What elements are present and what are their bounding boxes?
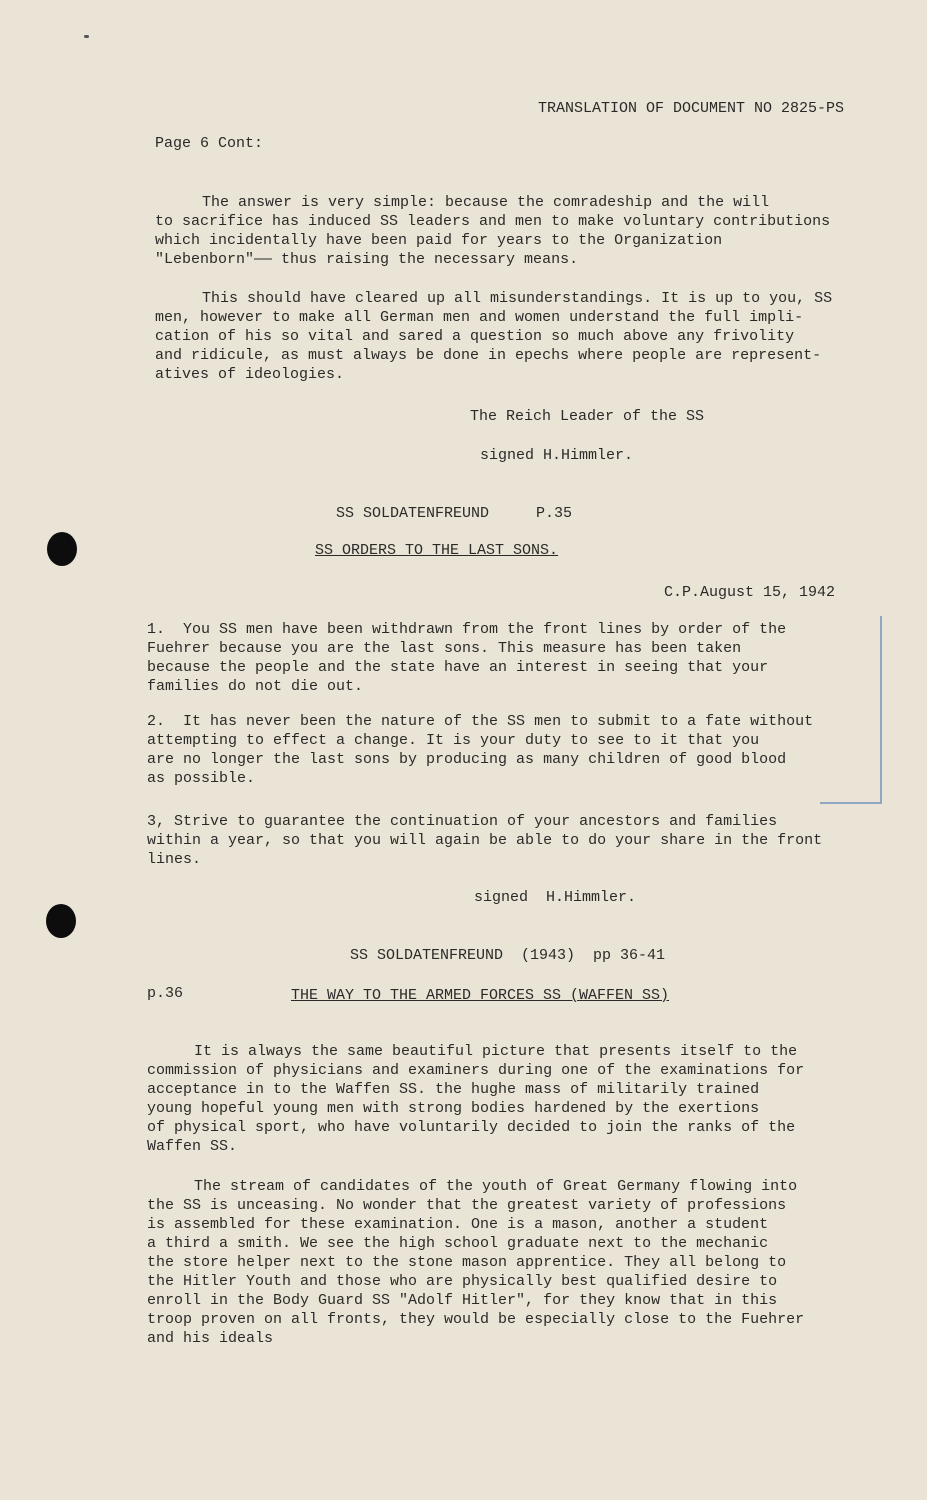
text-line: and ridicule, as must always be done in epechs where people are represent-: [155, 347, 822, 364]
section-date: C.P.August 15, 1942: [664, 584, 836, 601]
section-page: P.35: [536, 505, 573, 522]
text-line: the Hitler Youth and those who are physically best qualified desire to: [147, 1273, 778, 1290]
text-line: within a year, so that you will again be able to do your share in the front: [147, 832, 823, 849]
text-line: is assembled for these examination. One is a mason, another a student: [147, 1216, 769, 1233]
section2-source: SS SOLDATENFREUND (1943) pp 36-41: [350, 947, 666, 964]
text-line: young hopeful young men with strong bodies hardened by the exertions: [147, 1100, 760, 1117]
paragraph-candidates: [147, 1177, 804, 1348]
text-line: lines.: [147, 851, 202, 868]
punch-hole-bottom: [46, 904, 76, 938]
text-line: atives of ideologies.: [155, 366, 345, 383]
paragraph-answer: [155, 193, 830, 269]
order-item-1: [147, 620, 786, 696]
text-line: cation of his so vital and sared a question so much above any frivolity: [155, 328, 795, 345]
section-heading: SS ORDERS TO THE LAST SONS.: [315, 542, 559, 559]
document-title: TRANSLATION OF DOCUMENT NO 2825-PS: [538, 100, 845, 117]
text-line: Fuehrer because you are the last sons. This measure has been taken: [147, 640, 742, 657]
order-item-3: [147, 812, 822, 869]
text-line: troop proven on all fronts, they would be especially close to the Fuehrer: [147, 1311, 805, 1328]
order-item-2: [147, 712, 813, 788]
text-line: enroll in the Body Guard SS "Adolf Hitler", for they know that in this: [147, 1292, 778, 1309]
signature-line-2: signed H.Himmler.: [474, 889, 637, 906]
text-line: It is always the same beautiful picture that presents itself to the: [194, 1043, 798, 1060]
text-line: which incidentally have been paid for years to the Organization: [155, 232, 723, 249]
text-line: 2. It has never been the nature of the SS men to submit to a fate without: [147, 713, 814, 730]
text-line: acceptance in to the Waffen SS. the hughe mass of militarily trained: [147, 1081, 760, 1098]
text-line: and his ideals: [147, 1330, 274, 1347]
paragraph-misunderstandings: [155, 289, 832, 384]
page-continuation: Page 6 Cont:: [155, 135, 264, 152]
text-line: the store helper next to the stone mason apprentice. They all belong to: [147, 1254, 787, 1271]
text-line: commission of physicians and examiners during one of the examinations for: [147, 1062, 805, 1079]
text-line: families do not die out.: [147, 678, 364, 695]
text-line: a third a smith. We see the high school graduate next to the mechanic: [147, 1235, 769, 1252]
text-line: the SS is unceasing. No wonder that the greatest variety of professions: [147, 1197, 787, 1214]
section2-heading: THE WAY TO THE ARMED FORCES SS (WAFFEN SS): [291, 987, 670, 1004]
margin-mark: [820, 616, 882, 804]
text-line: 3, Strive to guarantee the continuation of your ancestors and families: [147, 813, 778, 830]
text-line: because the people and the state have an interest in seeing that your: [147, 659, 769, 676]
text-line: The answer is very simple: because the comradeship and the will: [202, 194, 770, 211]
text-line: of physical sport, who have voluntarily decided to join the ranks of the: [147, 1119, 796, 1136]
text-line: men, however to make all German men and women understand the full impli-: [155, 309, 804, 326]
paragraph-picture: [147, 1042, 804, 1156]
section-source: SS SOLDATENFREUND: [336, 505, 490, 522]
text-line: "Lebenborn"—— thus raising the necessary means.: [155, 251, 579, 268]
text-line: to sacrifice has induced SS leaders and men to make voluntary contributions: [155, 213, 831, 230]
text-line: are no longer the last sons by producing as many children of good blood: [147, 751, 787, 768]
text-line: This should have cleared up all misunderstandings. It is up to you, SS: [202, 290, 833, 307]
signature-title: The Reich Leader of the SS: [470, 408, 705, 425]
text-line: attempting to effect a change. It is your duty to see to it that you: [147, 732, 760, 749]
text-line: as possible.: [147, 770, 256, 787]
text-line: Waffen SS.: [147, 1138, 238, 1155]
signature-line: signed H.Himmler.: [480, 447, 634, 464]
punch-hole-top: [47, 532, 77, 566]
text-line: The stream of candidates of the youth of Great Germany flowing into: [194, 1178, 798, 1195]
section2-page: p.36: [147, 985, 184, 1002]
ink-speck: [84, 35, 89, 38]
text-line: 1. You SS men have been withdrawn from the front lines by order of the: [147, 621, 787, 638]
